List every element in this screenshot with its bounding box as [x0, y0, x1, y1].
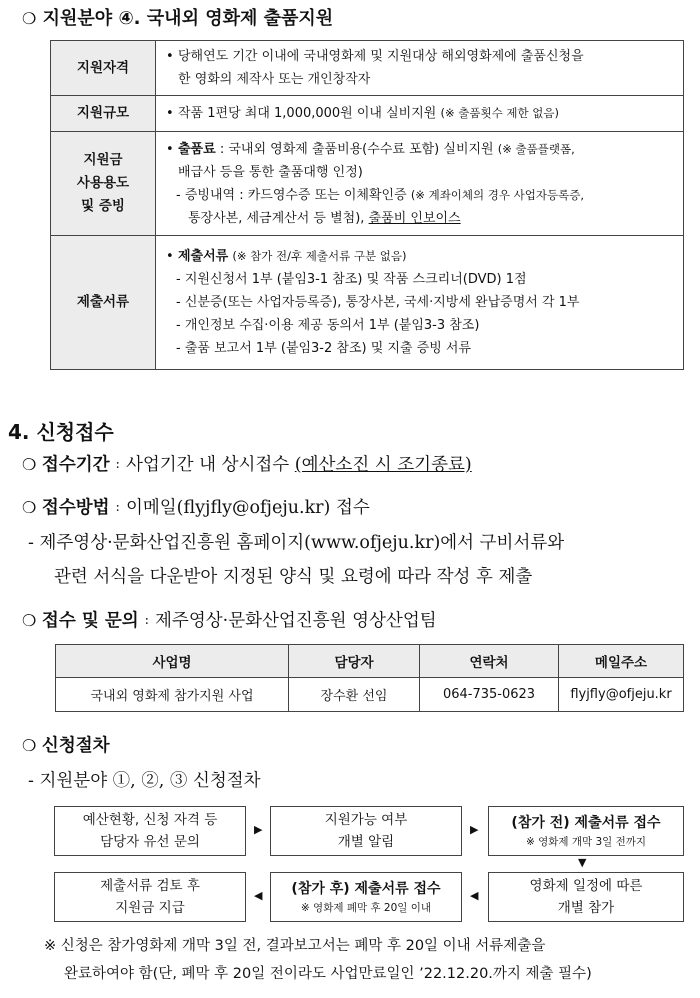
- manager-cell: 장수환 선임: [289, 678, 420, 712]
- step-payment-box: 제출서류 검토 후 지원금 지급: [54, 872, 246, 922]
- document-item: - 개인정보 수집·이용 제공 동의서 1부 (붙임3-3 참조): [176, 318, 480, 333]
- inquiry-line: ❍ 접수 및 문의 : 제주영상·문화산업진흥원 영상산업팀: [22, 611, 437, 631]
- email-cell: flyjfly@ofjeju.kr: [559, 678, 684, 712]
- usage-row: [51, 132, 684, 236]
- support-table: [50, 40, 684, 370]
- bullet-dot-icon: •: [166, 49, 174, 64]
- method-line: ❍ 접수방법 : 이메일(flyjfly@ofjeju.kr) 접수: [22, 498, 370, 518]
- table-row: [56, 678, 684, 712]
- document-item: - 신분증(또는 사업자등록증), 통장사본, 국세·지방세 완납증명서 각 1부: [176, 295, 580, 310]
- contact-table: [55, 644, 684, 712]
- circle-bullet-icon: ❍: [22, 736, 37, 755]
- procedure-subtitle: - 지원분야 ①, ②, ③ 신청절차: [28, 771, 261, 791]
- arrow-right-icon: ▶: [470, 823, 479, 836]
- period-line: ❍ 접수기간 : 사업기간 내 상시접수 (예산소진 시 조기종료): [22, 455, 472, 475]
- circle-bullet-icon: ❍: [22, 455, 37, 474]
- scale-content: • 작품 1편당 최대 1,000,000원 이내 실비지원 (※ 출품횟수 제한 없음): [156, 96, 684, 132]
- arrow-left-icon: ◀: [254, 889, 263, 902]
- usage-content: • 출품료 : 국내외 영화제 출품비용(수수료 포함) 실비지원 (※ 출품플랫폼, 배급사 등을 통한 출품대행 인정) - 증빙내역 : 카드영수증 또는 이체확인증 (※ 계좌이체의 경우 사업자등록증, 통장사본, 세금계산서 등 별첨), 출품비 인보이스: [156, 132, 684, 236]
- bullet-dot-icon: •: [166, 141, 174, 157]
- eligibility-row: [51, 41, 684, 96]
- documents-content: • 제출서류 (※ 참가 전/후 제출서류 구분 없음) - 지원신청서 1부 (붙임3-1 참조) 및 작품 스크리너(DVD) 1점 - 신분증(또는 사업자등록증), 통장사본, 국세·지방세 완납증명서 각 1부 - 개인정보 수집·이용 제공 동의서 1부 (붙임3-3 참조) - 출품 보고서 1부 (붙임3-2 참조) 및 지출 증빙 서류: [156, 236, 684, 370]
- method-detail-1: - 제주영상·문화산업진흥원 홈페이지(www.ofjeju.kr)에서 구비서류와: [28, 533, 565, 553]
- step-pre-submission-box: (참가 전) 제출서류 접수 ※ 영화제 개막 3일 전까지: [488, 806, 684, 856]
- method-detail-2: 관련 서식을 다운받아 지정된 양식 및 요령에 따라 작성 후 제출: [54, 567, 533, 587]
- phone-cell: 064-735-0623: [420, 678, 559, 712]
- documents-header: 제출서류: [51, 236, 156, 370]
- step-post-submission-box: (참가 후) 제출서류 접수 ※ 영화제 폐막 후 20일 이내: [270, 872, 462, 922]
- step-inquiry-box: 예산현황, 신청 자격 등 담당자 유선 문의: [54, 806, 246, 856]
- section4-title: 4. 신청접수: [8, 420, 114, 444]
- scale-header: 지원규모: [51, 96, 156, 132]
- col-header-phone: 연락처: [420, 645, 559, 678]
- document-item: - 지원신청서 1부 (붙임3-1 참조) 및 작품 스크리너(DVD) 1점: [176, 272, 527, 287]
- procedure-title: ❍ 신청절차: [22, 736, 110, 756]
- col-header-email: 메일주소: [559, 645, 684, 678]
- contact-header-row: [56, 645, 684, 678]
- step-eligibility-box: 지원가능 여부 개별 알림: [270, 806, 462, 856]
- usage-header: 지원금 사용용도 및 증빙: [51, 132, 156, 236]
- bullet-dot-icon: •: [166, 249, 174, 264]
- step-attendance-box: 영화제 일정에 따른 개별 참가: [488, 872, 684, 922]
- circle-bullet-icon: ❍: [22, 498, 37, 517]
- documents-row: [51, 236, 684, 370]
- footnote-line-2: 완료하여야 함(단, 폐막 후 20일 전이라도 사업만료일인 ’22.12.20.까지 제출 필수): [64, 966, 592, 982]
- col-header-manager: 담당자: [289, 645, 420, 678]
- arrow-left-icon: ◀: [470, 889, 479, 902]
- program-name-cell: 국내외 영화제 참가지원 사업: [56, 678, 289, 712]
- bullet-dot-icon: •: [166, 106, 174, 121]
- circle-bullet-icon: ❍: [22, 611, 37, 630]
- support-section-title: ❍ 지원분야 ④. 국내외 영화제 출품지원: [22, 8, 334, 29]
- footnote-line-1: ※ 신청은 참가영화제 개막 3일 전, 결과보고서는 폐막 후 20일 이내 서류제출을: [44, 938, 546, 954]
- eligibility-content: • 당해연도 기간 이내에 국내영화제 및 지원대상 해외영화제에 출품신청을 한 영화의 제작사 또는 개인창작자: [156, 41, 684, 96]
- circle-bullet-icon: ❍: [22, 9, 37, 28]
- scale-row: [51, 96, 684, 132]
- arrow-right-icon: ▶: [254, 823, 263, 836]
- col-header-program: 사업명: [56, 645, 289, 678]
- document-item: - 출품 보고서 1부 (붙임3-2 참조) 및 지출 증빙 서류: [176, 341, 472, 356]
- arrow-down-icon: ▼: [578, 856, 587, 869]
- eligibility-header: 지원자격: [51, 41, 156, 96]
